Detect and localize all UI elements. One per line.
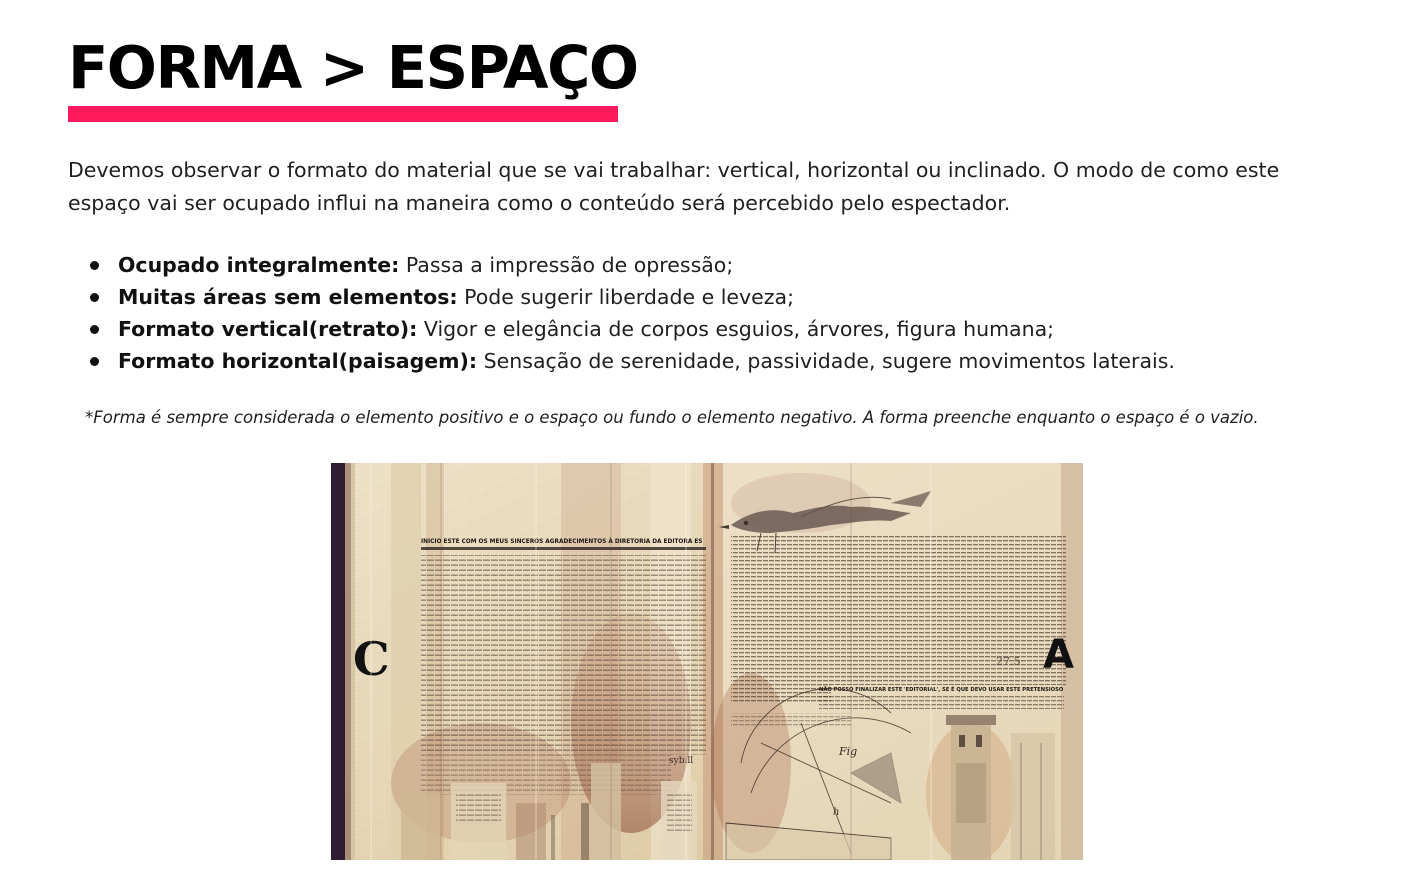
list-item [90,249,1350,281]
label-fig: Fig [839,745,858,758]
spine-strip [331,463,345,860]
page-number: 27.5 [996,655,1021,668]
bullet-term: Formato vertical(retrato): [118,317,418,341]
bullet-term: Ocupado integralmente: [118,253,400,277]
bullet-dot-icon [90,357,99,366]
bullet-text: Pode sugerir liberdade e leveza; [457,285,795,309]
headline-left: INICIO ESTE COM OS MEUS SINCEROS AGRADECIMENTOS À DIRETORIA DA EDITORA ES [421,539,703,545]
title-underline [68,106,618,122]
collage-image [331,463,1083,860]
bullet-term: Muitas áreas sem elementos: [118,285,458,309]
label-h: h [833,807,840,818]
bullet-dot-icon [90,261,99,270]
footnote: *Forma é sempre considerada o elemento positivo e o espaço ou fundo o elemento negativo. A forma preenche enquanto o espaço é o vazio. [85,408,1259,427]
headline-right: NÃO POSSO FINALIZAR ESTE 'EDITORIAL', SE É QUE DEVO USAR ESTE PRETENSIOSO [819,687,1064,693]
page-title: FORMA > ESPAÇO [68,33,638,102]
bullet-term: Formato horizontal(paisagem): [118,349,478,373]
bullet-dot-icon [90,325,99,334]
list-item [90,345,1350,377]
list-item [90,281,1350,313]
bullet-dot-icon [90,293,99,302]
text-block-left [421,555,706,755]
bullet-text: Vigor e elegância de corpos esguios, árvores, figura humana; [417,317,1055,341]
letter-a: A [1043,632,1074,678]
letter-c: C [353,632,390,686]
list-item [90,313,1350,345]
collage-artwork [331,463,1083,860]
intro-paragraph: Devemos observar o formato do material que se vai trabalhar: vertical, horizontal ou inclinado. O modo de como este espaço vai ser ocupado influi na maneira como o conteúdo será percebido pelo espectador. [68,158,1280,215]
bullet-text: Passa a impressão de opressão; [399,253,734,277]
bullet-list [90,249,1350,377]
bullet-text: Sensação de serenidade, passividade, sugere movimentos laterais. [477,349,1175,373]
label-sybill: sybill [669,756,694,766]
